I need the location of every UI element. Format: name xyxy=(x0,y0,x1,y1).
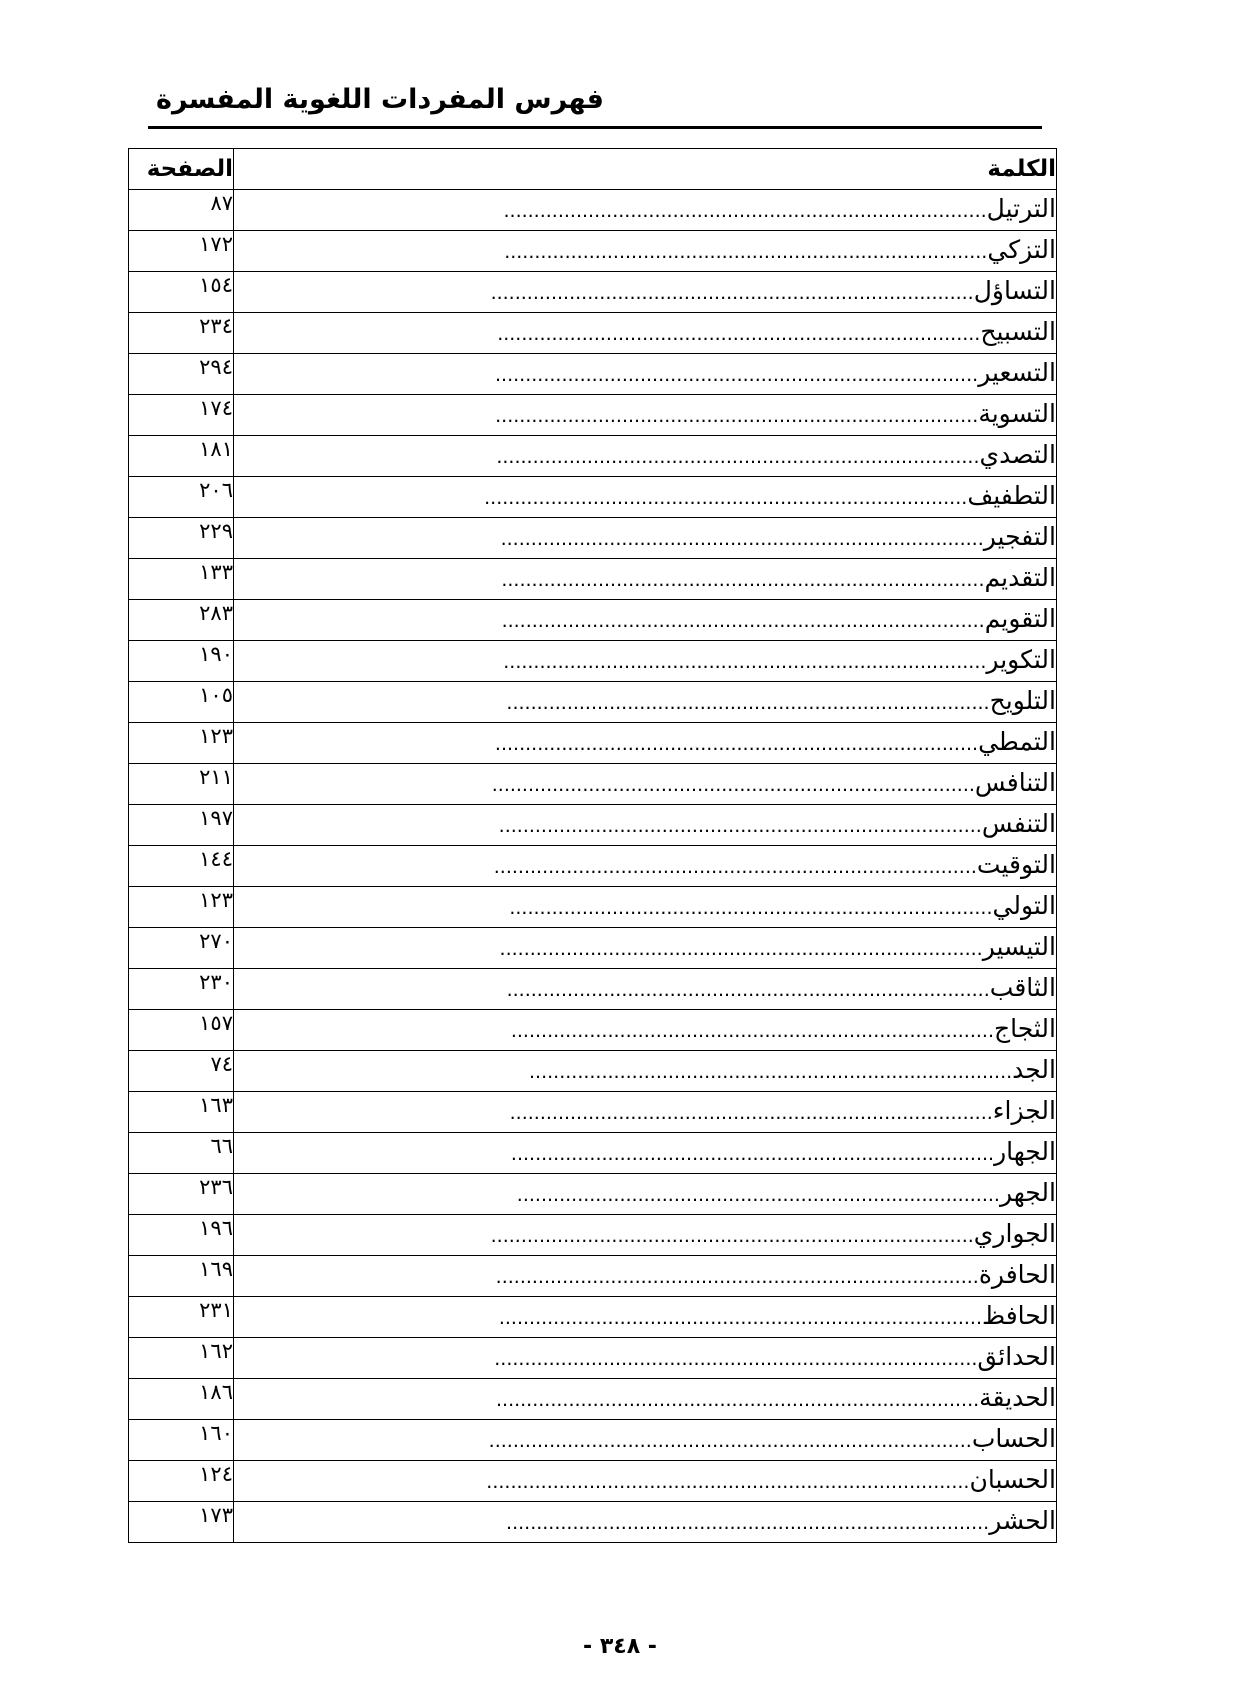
entry-word: التسبيح xyxy=(980,317,1056,346)
dot-leader: ................................................................................ xyxy=(500,528,984,550)
entry-word: الحسبان xyxy=(969,1465,1056,1494)
word-cell xyxy=(234,1010,1057,1051)
entry-word: التفجير xyxy=(983,522,1056,551)
dot-leader: ................................................................................ xyxy=(499,938,983,960)
entry-word: التمطي xyxy=(978,727,1056,756)
dot-leader: ................................................................................ xyxy=(498,1307,982,1329)
word-cell xyxy=(234,641,1057,682)
index-table xyxy=(128,148,1057,1543)
table-row xyxy=(129,477,1057,518)
dot-leader: ................................................................................ xyxy=(494,733,979,755)
dot-leader: ................................................................................ xyxy=(509,897,993,919)
dot-leader: ................................................................................ xyxy=(503,200,987,222)
table-row xyxy=(129,1338,1057,1379)
word-cell xyxy=(234,1092,1057,1133)
word-cell xyxy=(234,1215,1057,1256)
dot-leader: ................................................................................ xyxy=(529,1061,1013,1083)
page-cell: ٢٣٤ xyxy=(129,313,234,354)
table-row xyxy=(129,1133,1057,1174)
table-row xyxy=(129,1215,1057,1256)
dot-leader: ................................................................................ xyxy=(495,405,979,427)
entry-word: التنافس xyxy=(974,768,1056,797)
word-cell xyxy=(234,559,1057,600)
page-cell: ٢٢٩ xyxy=(129,518,234,559)
word-cell xyxy=(234,395,1057,436)
table-row xyxy=(129,518,1057,559)
table-row xyxy=(129,1174,1057,1215)
table-row xyxy=(129,1297,1057,1338)
entry-word: الجزاء xyxy=(992,1096,1056,1125)
page-cell: ٢٨٣ xyxy=(129,600,234,641)
word-cell xyxy=(234,1051,1057,1092)
word-cell xyxy=(234,1256,1057,1297)
page-header xyxy=(148,78,1042,128)
page-cell: ١٧٤ xyxy=(129,395,234,436)
table-row xyxy=(129,805,1057,846)
word-cell xyxy=(234,477,1057,518)
entry-word: التسوية xyxy=(978,399,1056,428)
column-header-word: الكلمة xyxy=(234,149,1057,190)
word-cell xyxy=(234,764,1057,805)
entry-word: التسعير xyxy=(978,358,1056,387)
dot-leader: ................................................................................ xyxy=(495,1389,980,1411)
word-cell xyxy=(234,928,1057,969)
table-header-row xyxy=(129,149,1057,190)
table-row xyxy=(129,354,1057,395)
page-cell: ٢١١ xyxy=(129,764,234,805)
table-row xyxy=(129,928,1057,969)
word-cell xyxy=(234,969,1057,1010)
dot-leader: ................................................................................ xyxy=(503,651,987,673)
header-rule xyxy=(148,126,1042,129)
dot-leader: ................................................................................ xyxy=(501,610,985,632)
table-row xyxy=(129,231,1057,272)
dot-leader: ................................................................................ xyxy=(516,1184,1000,1206)
page-cell: ٢٠٦ xyxy=(129,477,234,518)
table-row xyxy=(129,436,1057,477)
table-row xyxy=(129,1092,1057,1133)
word-cell xyxy=(234,1502,1057,1543)
page-cell: ١٦٢ xyxy=(129,1338,234,1379)
page-cell: ١٥٤ xyxy=(129,272,234,313)
table-row xyxy=(129,559,1057,600)
entry-word: التلويح xyxy=(989,686,1056,715)
entry-word: التولي xyxy=(992,891,1056,920)
page-cell: ٢٣١ xyxy=(129,1297,234,1338)
word-cell xyxy=(234,723,1057,764)
table-body xyxy=(129,190,1057,1543)
dot-leader: ................................................................................ xyxy=(509,1102,993,1124)
entry-word: التطفيف xyxy=(967,481,1056,510)
table-row xyxy=(129,395,1057,436)
dot-leader: ................................................................................ xyxy=(504,241,988,263)
entry-word: التقويم xyxy=(984,604,1056,633)
page-cell: ١٨١ xyxy=(129,436,234,477)
page-cell: ١٨٦ xyxy=(129,1379,234,1420)
entry-word: الجد xyxy=(1012,1055,1056,1084)
table-row xyxy=(129,641,1057,682)
page-cell: ١٧٢ xyxy=(129,231,234,272)
page-cell: ١٩٠ xyxy=(129,641,234,682)
page-cell: ١٧٣ xyxy=(129,1502,234,1543)
table-row xyxy=(129,1256,1057,1297)
dot-leader: ................................................................................ xyxy=(490,282,974,304)
page-cell: ٨٧ xyxy=(129,190,234,231)
page-cell: ٢٣٦ xyxy=(129,1174,234,1215)
table-row xyxy=(129,1420,1057,1461)
word-cell xyxy=(234,518,1057,559)
word-cell xyxy=(234,1379,1057,1420)
word-cell xyxy=(234,1338,1057,1379)
dot-leader: ................................................................................ xyxy=(486,1471,970,1493)
entry-word: الحساب xyxy=(971,1424,1056,1453)
page-cell: ٦٦ xyxy=(129,1133,234,1174)
page-cell: ٢٣٠ xyxy=(129,969,234,1010)
entry-word: التوقيت xyxy=(976,850,1056,879)
page-cell: ٢٩٤ xyxy=(129,354,234,395)
table-row xyxy=(129,969,1057,1010)
entry-word: التنفس xyxy=(981,809,1056,838)
dot-leader: ................................................................................ xyxy=(510,1143,995,1165)
dot-leader: ................................................................................ xyxy=(495,1266,979,1288)
dot-leader: ................................................................................ xyxy=(510,1020,994,1042)
dot-leader: ................................................................................ xyxy=(491,774,975,796)
word-cell xyxy=(234,1461,1057,1502)
word-cell xyxy=(234,887,1057,928)
table-row xyxy=(129,1461,1057,1502)
entry-word: الحديقة xyxy=(979,1383,1056,1412)
word-cell xyxy=(234,1420,1057,1461)
table-row xyxy=(129,1502,1057,1543)
word-cell xyxy=(234,354,1057,395)
entry-word: التقديم xyxy=(984,563,1056,592)
table-row xyxy=(129,723,1057,764)
page-cell: ١٠٥ xyxy=(129,682,234,723)
dot-leader: ................................................................................ xyxy=(493,856,977,878)
dot-leader: ................................................................................ xyxy=(496,446,980,468)
table-row xyxy=(129,190,1057,231)
entry-word: الحدائق xyxy=(977,1342,1056,1371)
entry-word: التكوير xyxy=(986,645,1056,674)
word-cell xyxy=(234,231,1057,272)
table-row xyxy=(129,1010,1057,1051)
table-row xyxy=(129,682,1057,723)
entry-word: الترتيل xyxy=(986,194,1056,223)
word-cell xyxy=(234,1133,1057,1174)
table-row xyxy=(129,313,1057,354)
dot-leader: ................................................................................ xyxy=(488,1430,972,1452)
entry-word: الجهر xyxy=(999,1178,1056,1207)
page-cell: ١٣٣ xyxy=(129,559,234,600)
table-row xyxy=(129,600,1057,641)
entry-word: الحافرة xyxy=(978,1260,1056,1289)
word-cell xyxy=(234,190,1057,231)
dot-leader: ................................................................................ xyxy=(506,1512,990,1534)
page-cell: ٢٧٠ xyxy=(129,928,234,969)
page-cell: ١٢٣ xyxy=(129,723,234,764)
word-cell xyxy=(234,1174,1057,1215)
entry-word: التيسير xyxy=(982,932,1056,961)
entry-word: التصدي xyxy=(979,440,1056,469)
entry-word: الحشر xyxy=(989,1506,1056,1535)
page-cell: ١٥٧ xyxy=(129,1010,234,1051)
entry-word: التساؤل xyxy=(973,276,1056,305)
word-cell xyxy=(234,600,1057,641)
page-number: - ٣٤٨ - xyxy=(583,1634,657,1659)
page-cell: ١٢٤ xyxy=(129,1461,234,1502)
word-cell xyxy=(234,805,1057,846)
entry-word: الحافظ xyxy=(982,1301,1056,1330)
page-cell: ١٦٠ xyxy=(129,1420,234,1461)
dot-leader: ................................................................................ xyxy=(490,1225,974,1247)
dot-leader: ................................................................................ xyxy=(498,815,982,837)
entry-word: الثاقب xyxy=(989,973,1056,1002)
entry-word: الجهار xyxy=(994,1137,1056,1166)
column-header-page: الصفحة xyxy=(129,149,234,190)
word-cell xyxy=(234,846,1057,887)
word-cell xyxy=(234,436,1057,477)
word-cell xyxy=(234,1297,1057,1338)
page-cell: ١٩٦ xyxy=(129,1215,234,1256)
page-cell: ١٦٣ xyxy=(129,1092,234,1133)
table-row xyxy=(129,846,1057,887)
table-row xyxy=(129,1051,1057,1092)
dot-leader: ................................................................................ xyxy=(501,569,985,591)
table-row xyxy=(129,764,1057,805)
entry-word: الثجاج xyxy=(994,1014,1056,1043)
dot-leader: ................................................................................ xyxy=(494,1348,978,1370)
word-cell xyxy=(234,313,1057,354)
table-row xyxy=(129,887,1057,928)
header-title: فهرس المفردات اللغوية المفسرة xyxy=(156,84,604,115)
entry-word: التزكي xyxy=(987,235,1056,264)
table-row xyxy=(129,1379,1057,1420)
page-cell: ١٢٣ xyxy=(129,887,234,928)
dot-leader: ................................................................................ xyxy=(495,364,979,386)
page-cell: ١٦٩ xyxy=(129,1256,234,1297)
page-cell: ٧٤ xyxy=(129,1051,234,1092)
page-cell: ١٩٧ xyxy=(129,805,234,846)
table-row xyxy=(129,272,1057,313)
dot-leader: ................................................................................ xyxy=(506,979,990,1001)
dot-leader: ................................................................................ xyxy=(484,487,968,509)
word-cell xyxy=(234,682,1057,723)
page-cell: ١٤٤ xyxy=(129,846,234,887)
dot-leader: ................................................................................ xyxy=(506,692,990,714)
word-cell xyxy=(234,272,1057,313)
entry-word: الجواري xyxy=(973,1219,1056,1248)
dot-leader: ................................................................................ xyxy=(497,323,981,345)
